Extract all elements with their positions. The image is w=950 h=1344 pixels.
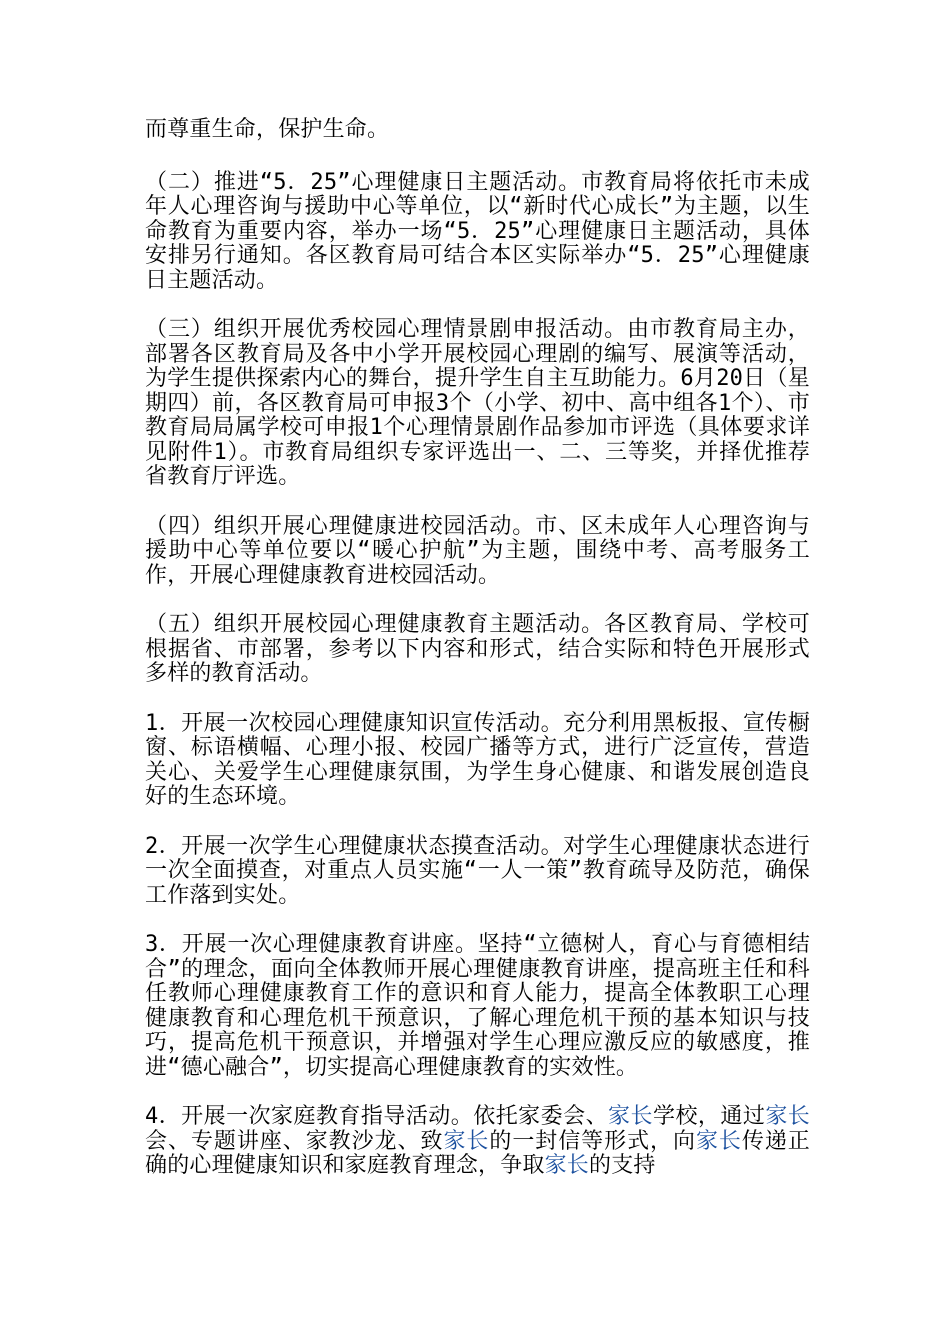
paragraph-8-text-1: 4．开展一次家庭教育指导活动。依托家委会、 <box>145 1104 609 1129</box>
paragraph-8 <box>145 1105 810 1179</box>
document-body <box>145 118 810 1204</box>
keyword-link-2[interactable]: 家长 <box>765 1104 810 1129</box>
keyword-link-3[interactable]: 家长 <box>443 1128 490 1154</box>
paragraph-8-text-3: 会、专题讲座、家教沙龙、致 <box>145 1128 444 1154</box>
paragraph-8-text-4: 的一封信等形式，向 <box>489 1128 696 1154</box>
paragraph-2: （三）组织开展优秀校园心理情景剧申报活动。由市教育局主办，部署各区教育局及各中小学开展校园心理剧的编写、展演等活动，为学生提供探索内心的舞台，提升学生自主互助能力。6月20日（星期四）前，各区教育局可申报3个（小学、初中、高中组各1个）、市教育局局属学校可申报1个心理情景剧作品参加市评选（具体要求详见附件1）。市教育局组织专家评选出一、二、三等奖，并择优推荐省教育厅评选。 <box>145 317 810 489</box>
paragraph-7: 3．开展一次心理健康教育讲座。坚持“立德树人，育心与育德相结合”的理念，面向全体教师开展心理健康教育讲座，提高班主任和科任教师心理健康教育工作的意识和育人能力，提高全体教职工心理健康教育和心理危机干预意识，了解心理危机干预的基本知识与技巧，提高危机干预意识，并增强对学生心理应激反应的敏感度，推进“德心融合”，切实提高心理健康教育的实效性。 <box>145 932 810 1080</box>
paragraph-8-text-2: 学校，通过 <box>652 1104 766 1129</box>
paragraph-8-text-6: 的支持 <box>589 1153 656 1178</box>
keyword-link-4[interactable]: 家长 <box>695 1128 742 1154</box>
keyword-link-5[interactable]: 家长 <box>544 1153 590 1178</box>
paragraph-0: 而尊重生命，保护生命。 <box>145 117 390 142</box>
paragraph-4: （五）组织开展校园心理健康教育主题活动。各区教育局、学校可根据省、市部署，参考以下内容和形式，结合实际和特色开展形式多样的教育活动。 <box>145 612 810 686</box>
paragraph-8-text-5: 传递正确的心理健康知识和家庭教育理念，争取 <box>145 1128 811 1178</box>
paragraph-6: 2．开展一次学生心理健康状态摸查活动。对学生心理健康状态进行一次全面摸查，对重点人员实施“一人一策”教育疏导及防范，确保工作落到实处。 <box>145 833 810 908</box>
keyword-link-1[interactable]: 家长 <box>608 1104 653 1129</box>
paragraph-1: （二）推进“5．25”心理健康日主题活动。市教育局将依托市未成年人心理咨询与援助中心等单位，以“新时代心成长”为主题，以生命教育为重要内容，举办一场“5．25”心理健康日主题活动，具体安排另行通知。各区教育局可结合本区实际举办“5．25”心理健康日主题活动。 <box>145 169 810 293</box>
paragraph-5: 1．开展一次校园心理健康知识宣传活动。充分利用黑板报、宣传橱窗、标语横幅、心理小报、校园广播等方式，进行广泛宣传，营造关心、关爱学生心理健康氛围，为学生身心健康、和谐发展创造良好的生态环境。 <box>145 710 810 809</box>
paragraph-3: （四）组织开展心理健康进校园活动。市、区未成年人心理咨询与援助中心等单位要以“暖心护航”为主题，围绕中考、高考服务工作，开展心理健康教育进校园活动。 <box>145 513 810 588</box>
